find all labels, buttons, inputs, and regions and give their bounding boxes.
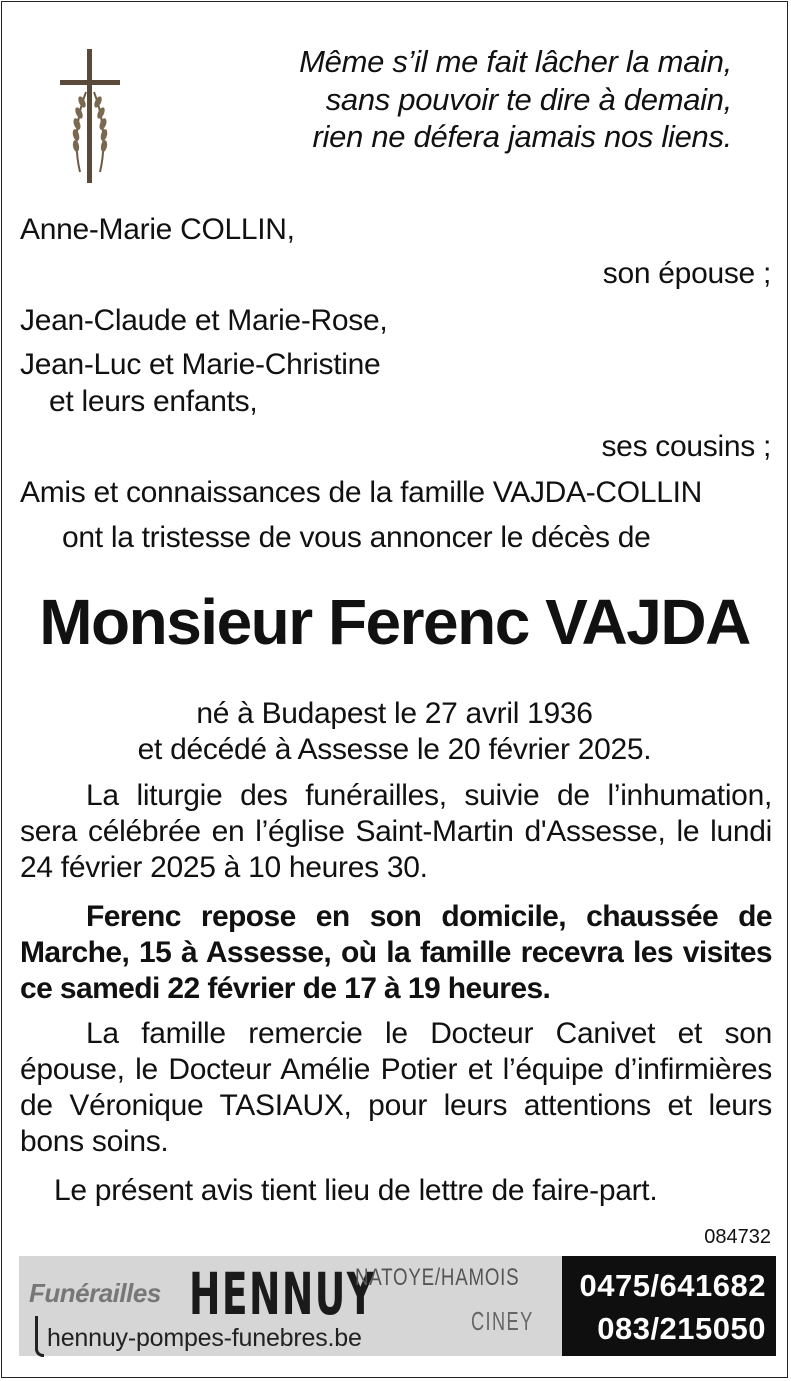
website-link[interactable]: hennuy-pompes-funebres.be (47, 1324, 362, 1352)
cousin-line-2: Jean-Luc et Marie-Christine (20, 348, 381, 381)
thanks-paragraph (20, 1016, 772, 1160)
cousin-line-1: Jean-Claude et Marie-Rose, (20, 304, 388, 337)
visits-text: Ferenc repose en son domicile, chaussée de Marche, 15 à Assesse, où la famille recevra les visites ce samedi 22 février de 17 à 19 heures. (20, 900, 772, 1005)
cross-with-wheat-icon (56, 47, 124, 185)
funeral-paragraph (20, 778, 772, 886)
funeral-home-banner (19, 1256, 776, 1356)
website-bracket (35, 1316, 44, 1357)
visits-paragraph (20, 899, 772, 1007)
spouse-role: son épouse ; (602, 257, 771, 290)
thanks-text: La famille remercie le Docteur Canivet et son épouse, le Docteur Amélie Potier et l’équipe d’infirmières de Véronique TASIAUX, pour leurs attentions et leurs bons soins. (20, 1017, 772, 1158)
birth-line: né à Budapest le 27 avril 1936 (196, 697, 593, 730)
poem-line-3: rien ne défera jamais nos liens. (312, 119, 732, 154)
brand-logo: HENNUY (189, 1260, 376, 1328)
poem-line-1: Même s’il me fait lâcher la main, (299, 44, 732, 79)
locations-bottom: CINEY (471, 1306, 534, 1336)
phone-landline[interactable]: 083/215050 (597, 1311, 766, 1346)
spouse-name: Anne-Marie COLLIN, (20, 213, 295, 246)
death-line: et décédé à Assesse le 20 février 2025. (137, 733, 652, 766)
phone-panel (562, 1256, 776, 1356)
cousins-role: ses cousins ; (601, 430, 771, 463)
funerailles-label: Funérailles (29, 1278, 161, 1308)
friends-line: Amis et connaissances de la famille VAJDA-COLLIN (20, 476, 702, 509)
obituary-notice (1, 1, 788, 1378)
cousin-children: et leurs enfants, (49, 385, 258, 418)
closing-line: Le présent avis tient lieu de lettre de faire-part. (54, 1174, 658, 1207)
announcement-line: ont la tristesse de vous annoncer le décès de (62, 521, 651, 554)
deceased-name: Monsieur Ferenc VAJDA (39, 586, 750, 658)
funeral-text: La liturgie des funérailles, suivie de l’inhumation, sera célébrée en l’église Saint-Martin d'Assesse, le lundi 24 février 2025 à 10 heures 30. (20, 779, 772, 884)
locations-top: NATOYE/HAMOIS (355, 1264, 520, 1291)
phone-mobile[interactable]: 0475/641682 (579, 1268, 766, 1303)
poem-line-2: sans pouvoir te dire à demain, (325, 82, 732, 117)
reference-number: 084732 (704, 1226, 771, 1248)
